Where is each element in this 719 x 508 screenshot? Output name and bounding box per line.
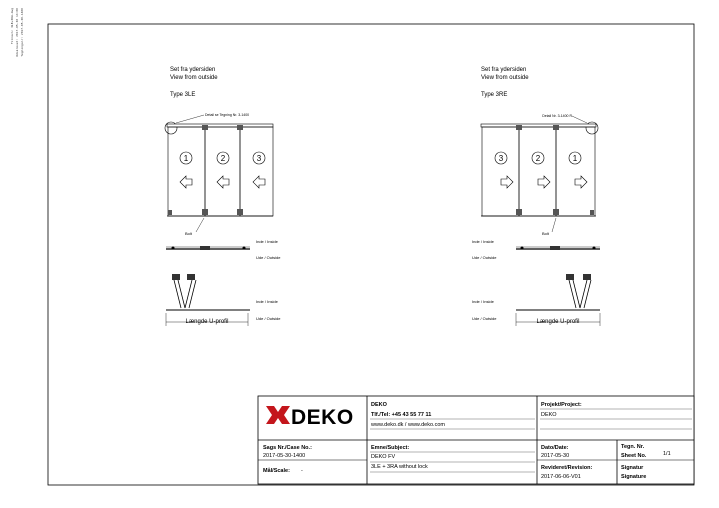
margin-note-line: Tegningsnr: 2017-05-30-1400 (20, 8, 24, 57)
case-label: Sags Nr./Case No.: (263, 445, 312, 451)
label-inside: Inde / Inside (256, 299, 278, 304)
drawing-no-value: 1/1 (663, 451, 671, 457)
label-inside: Inde / Inside (472, 239, 494, 244)
revision-value: 2017-06-06-V01 (541, 474, 581, 480)
date-label: Dato/Date: (541, 445, 569, 451)
panel-number: 1 (183, 154, 189, 163)
panel (240, 127, 273, 216)
view-left (165, 67, 281, 326)
panel-number: 2 (220, 154, 226, 163)
logo-text: DEKO (291, 406, 354, 429)
detail-callout: Detail Nr. 3-1400 R (542, 114, 572, 118)
label-inside: Inde / Inside (472, 299, 494, 304)
label-outside: Ude / Outside (472, 255, 497, 260)
scale-value: - (301, 468, 303, 474)
bolt-label: Bolt (185, 231, 192, 236)
panel-number: 3 (256, 154, 262, 163)
label-outside: Ude / Outside (256, 316, 281, 321)
subject-line-2: 3LE + 3RA without lock (371, 464, 428, 470)
arrow-left-icon (180, 176, 192, 188)
view-type-label: Type 3LE (170, 92, 196, 98)
view-right (472, 67, 600, 326)
company-web: www.deko.dk / www.deko.com (371, 422, 445, 428)
subject-label: Emne/Subject: (371, 445, 410, 451)
project-value: DEKO (541, 412, 557, 418)
view-caption-da: Set fra ydersiden (481, 67, 527, 73)
arrow-right-icon (538, 176, 550, 188)
panel (205, 127, 240, 216)
panel-number: 3 (498, 154, 504, 163)
arrow-left-icon (217, 176, 229, 188)
company-name: DEKO (371, 402, 387, 408)
arrow-right-icon (575, 176, 587, 188)
label-outside: Ude / Outside (256, 255, 281, 260)
panel (519, 127, 556, 216)
title-block (258, 396, 694, 484)
arrow-right-icon (501, 176, 513, 188)
project-label: Projekt/Project: (541, 402, 582, 408)
scale-label: Mål/Scale: (263, 468, 290, 474)
subject-line-1: DEKO FV (371, 454, 396, 460)
signature-label-1: Signatur (621, 465, 644, 471)
case-value: 2017-05-30-1400 (263, 453, 306, 459)
signature-label-2: Signature (621, 474, 647, 480)
panel-number: 1 (572, 154, 578, 163)
drawing-no-label-2: Sheet No. (621, 453, 647, 459)
date-value: 2017-05-30 (541, 453, 570, 459)
view-caption-en: View from outside (170, 75, 218, 81)
bolt-label: Bolt (542, 231, 549, 236)
panel (168, 127, 205, 216)
margin-note-line: Udskrevet: 2017-05-30 14:00 (15, 8, 19, 57)
panel (556, 127, 595, 216)
drawing-no-label-1: Tegn. Nr. (621, 444, 645, 450)
arrow-left-icon (253, 176, 265, 188)
label-inside: Inde / Inside (256, 239, 278, 244)
panel (482, 127, 519, 216)
label-outside: Ude / Outside (472, 316, 497, 321)
company-phone: Tlf./Tel: +45 43 55 77 11 (371, 412, 432, 418)
view-type-label: Type 3RE (481, 92, 508, 98)
panel-number: 2 (535, 154, 541, 163)
dimension-label: Længde U-profil (185, 319, 229, 325)
view-caption-da: Set fra ydersiden (170, 67, 216, 73)
view-caption-en: View from outside (481, 75, 529, 81)
detail-callout: Detail se Tegning Nr. 3-1400 (205, 113, 250, 117)
revision-label: Revideret/Revision: (541, 465, 593, 471)
margin-note-line: Filnavn: 3LE+3RA.dwg (10, 8, 14, 45)
dimension-label: Længde U-profil (536, 319, 580, 325)
